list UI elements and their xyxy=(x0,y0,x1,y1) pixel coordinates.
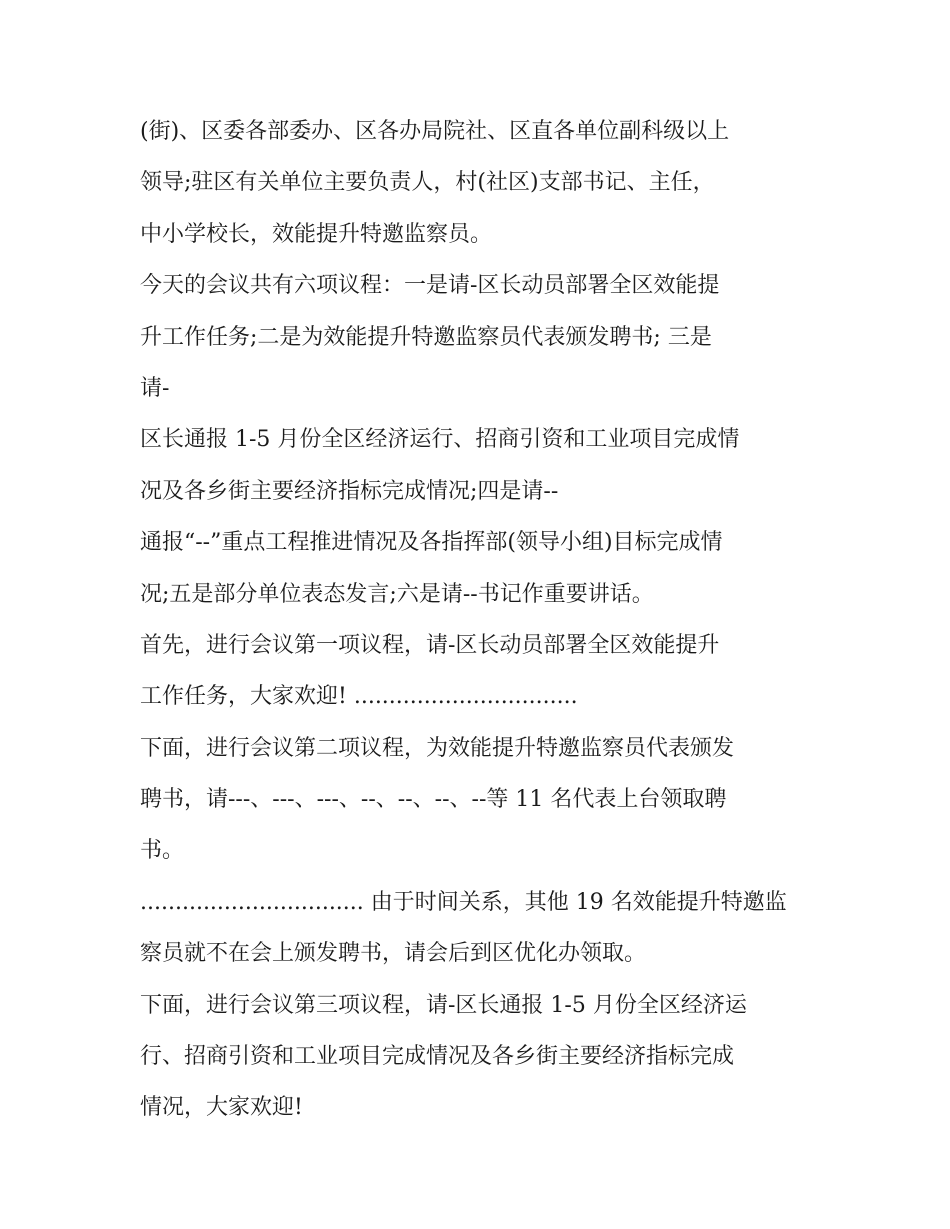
text-line: 通报“--”重点工程推进情况及各指挥部(领导小组)目标完成情 xyxy=(140,530,723,556)
document-body xyxy=(140,106,830,1134)
text-line: (街)、区委各部委办、区各办局院社、区直各单位副科级以上 xyxy=(140,119,730,144)
text-line: 下面，进行会议第二项议程，为效能提升特邀监察员代表颁发 xyxy=(140,735,735,761)
text-line: 聘书，请---、---、---、--、--、--、--等 11 名代表上台领取聘 xyxy=(140,787,727,813)
text-line: 情况，大家欢迎! xyxy=(140,1095,303,1121)
text-line: 今天的会议共有六项议程：一是请-区长动员部署全区效能提 xyxy=(140,273,720,299)
text-line: 下面，进行会议第三项议程，请-区长通报 1-5 月份全区经济运 xyxy=(140,992,747,1018)
text-line: ................................ 由于时间关系，其他 19 名效能提升特邀监 xyxy=(140,889,787,915)
text-line: 请- xyxy=(140,375,170,401)
text-line: 中小学校长，效能提升特邀监察员。 xyxy=(140,221,493,247)
text-line: 书。 xyxy=(140,838,185,864)
text-line: 领导;驻区有关单位主要负责人，村(社区)支部书记、主任， xyxy=(140,170,715,196)
text-line: 工作任务，大家欢迎! ................................ xyxy=(140,684,578,710)
text-line: 区长通报 1-5 月份全区经济运行、招商引资和工业项目完成情 xyxy=(140,427,740,453)
text-line: 况及各乡街主要经济指标完成情况;四是请-- xyxy=(140,478,559,504)
text-line: 首先，进行会议第一项议程，请-区长动员部署全区效能提升 xyxy=(140,632,720,658)
text-line: 升工作任务;二是为效能提升特邀监察员代表颁发聘书; 三是 xyxy=(140,324,712,350)
text-line: 行、招商引资和工业项目完成情况及各乡街主要经济指标完成 xyxy=(140,1044,735,1070)
text-line: 况;五是部分单位表态发言;六是请--书记作重要讲话。 xyxy=(140,581,654,607)
text-line: 察员就不在会上颁发聘书，请会后到区优化办领取。 xyxy=(140,941,647,967)
